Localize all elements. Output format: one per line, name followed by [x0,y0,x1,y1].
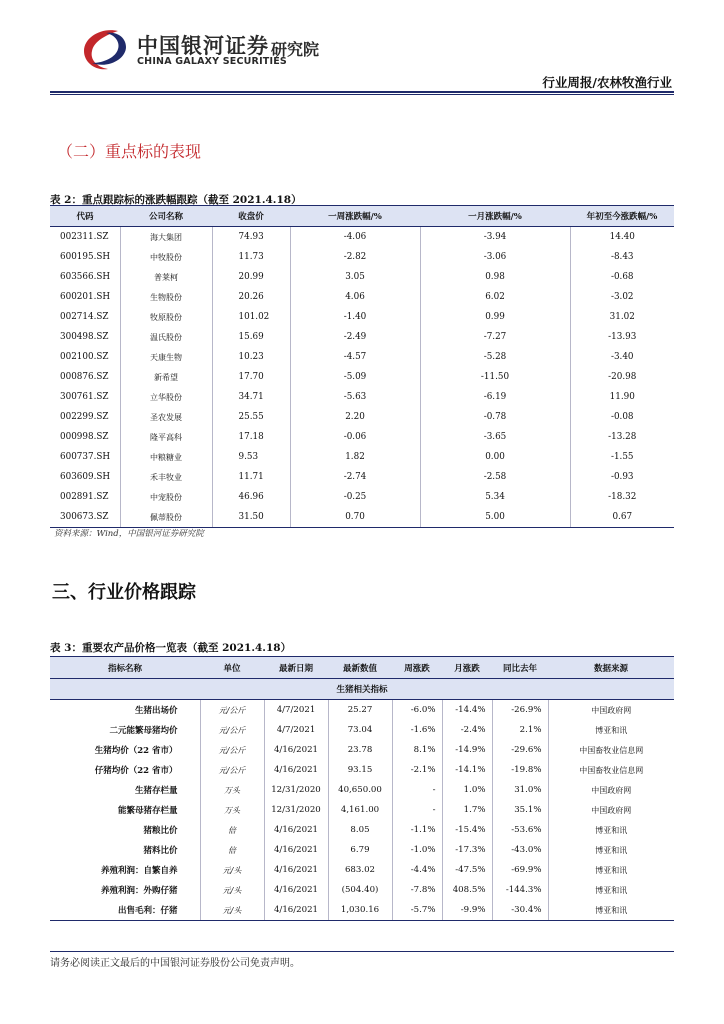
cell-month: 6.02 [420,287,570,307]
footer-divider [50,951,674,952]
cell-close: 17.18 [212,427,290,447]
cell-week: 1.82 [290,447,420,467]
cell-yoy: -30.4% [492,900,548,921]
header-divider [50,91,674,93]
cell-month-change: 408.5% [442,880,492,900]
group-row [50,679,674,700]
cell-week-change: -1.0% [392,840,442,860]
table-row [50,387,674,407]
table-row [50,287,674,307]
table-row [50,900,674,921]
cell-month-change: -17.3% [442,840,492,860]
cell-week: 2.20 [290,407,420,427]
cell-month: 0.00 [420,447,570,467]
cell-yoy: -53.6% [492,820,548,840]
cell-close: 11.73 [212,247,290,267]
cell-company: 天康生物 [120,347,212,367]
cell-month: -5.28 [420,347,570,367]
cell-unit: 元/头 [200,860,264,880]
cell-value: 683.02 [328,860,392,880]
cell-date: 4/16/2021 [264,900,328,921]
cell-code: 002714.SZ [50,307,120,327]
cell-ytd: -3.40 [610,352,634,362]
cell-code: 002100.SZ [50,347,120,367]
group-label: 生猪相关指标 [50,679,674,700]
table-row [50,820,674,840]
cell-ytd: -8.43 [610,252,634,262]
cell-value: 6.79 [328,840,392,860]
cell-month: 0.98 [420,267,570,287]
cell-week: -2.74 [290,467,420,487]
cell-ytd: 14.40 [609,232,635,242]
cell-week-change: -5.7% [392,900,442,921]
cell-month-change: -14.4% [442,700,492,721]
table-header-row [50,657,674,679]
cell-week-change: - [392,800,442,820]
cell-month-change: -15.4% [442,820,492,840]
cell-source: 博亚和讯 [548,900,674,921]
cell-week: -4.57 [290,347,420,367]
cell-value: 1,030.16 [328,900,392,921]
cell-source: 博亚和讯 [595,845,628,855]
cell-company: 中粮糖业 [120,447,212,467]
header-divider-thin [50,94,674,95]
cell-value: 40,650.00 [328,780,392,800]
cell-close: 11.71 [212,467,290,487]
table-row [50,760,674,780]
cell-date: 4/7/2021 [264,720,328,740]
cell-company: 圣农发展 [120,407,212,427]
cell-unit: 元/公斤 [200,700,264,721]
cell-source: 中国政府网 [591,705,632,715]
cell-code: 000998.SZ [50,427,120,447]
cell-month-change: 1.7% [442,800,492,820]
cell-ytd: 0.67 [570,507,674,528]
table-row [50,740,674,760]
cell-yoy: -19.8% [492,760,548,780]
cell-month: 0.99 [420,307,570,327]
cell-month: -3.06 [420,247,570,267]
cell-unit: 元/公斤 [200,720,264,740]
table2-caption: 表 2：重点跟踪标的涨跌幅跟踪（截至 2021.4.18） [50,194,302,206]
cell-month: 5.00 [420,507,570,528]
cell-month: 5.34 [420,487,570,507]
cell-date: 12/31/2020 [264,800,328,820]
cell-week: -2.82 [290,247,420,267]
cell-unit: 元/公斤 [200,740,264,760]
cell-company: 新希望 [120,367,212,387]
key-stocks-table [50,205,674,528]
cell-indicator: 养殖利润：自繁自养 [50,860,200,880]
footer-disclaimer: 请务必阅读正文最后的中国银河证券股份公司免责声明。 [50,958,300,969]
cell-indicator: 生猪均价（22 省市） [50,740,200,760]
cell-value: 8.05 [328,820,392,840]
cell-value: (504.40) [328,880,392,900]
cell-yoy: -26.9% [492,700,548,721]
cell-ytd: -1.55 [610,452,634,462]
cell-code: 300498.SZ [50,327,120,347]
cell-company: 普莱柯 [120,267,212,287]
cell-yoy: 2.1% [492,720,548,740]
table-row [50,487,674,507]
cell-week: 3.05 [290,267,420,287]
cell-week-change: -7.8% [392,880,442,900]
cell-ytd: -3.02 [610,292,634,302]
col-header-week: 一周涨跌幅/% [290,206,420,227]
price-table [50,656,674,921]
cell-value: 73.04 [328,720,392,740]
cell-month: -7.27 [420,327,570,347]
cell-code: 600737.SH [50,447,120,467]
cell-week-change: -1.1% [392,820,442,840]
cell-unit: 元/公斤 [200,760,264,780]
cell-month-change: 1.0% [442,780,492,800]
cell-source: 中国畜牧业信息网 [579,745,644,755]
cell-month: -3.94 [420,227,570,248]
cell-company: 牧原股份 [120,307,212,327]
table-row [50,880,674,900]
col-header-month-change: 月涨跌 [442,657,492,679]
cell-close: 20.99 [212,267,290,287]
cell-month: -11.50 [420,367,570,387]
table-row [50,447,674,467]
cell-date: 4/16/2021 [264,860,328,880]
cell-company: 中宠股份 [120,487,212,507]
cell-week-change: - [392,780,442,800]
cell-close: 31.50 [212,507,290,528]
cell-date: 4/16/2021 [264,760,328,780]
cell-value: 93.15 [328,760,392,780]
cell-unit: 倍 [200,840,264,860]
cell-week-change: -2.1% [392,760,442,780]
cell-close: 10.23 [212,347,290,367]
table-row [50,467,674,487]
cell-close: 17.70 [212,367,290,387]
cell-code: 002891.SZ [50,487,120,507]
cell-company: 海大集团 [120,227,212,248]
cell-indicator: 猪料比价 [50,840,200,860]
cell-code: 002299.SZ [50,407,120,427]
cell-date: 12/31/2020 [264,780,328,800]
cell-indicator: 生猪出场价 [50,700,200,721]
cell-yoy: -69.9% [492,860,548,880]
col-header-unit: 单位 [200,657,264,679]
cell-week: -4.06 [290,227,420,248]
cell-week: -5.09 [290,367,420,387]
cell-code: 603566.SH [50,267,120,287]
cell-ytd: -20.98 [608,372,637,382]
cell-value: 25.27 [328,700,392,721]
cell-company: 立华股份 [120,387,212,407]
cell-source: 博亚和讯 [595,825,628,835]
cell-code: 600201.SH [50,287,120,307]
cell-date: 4/16/2021 [264,880,328,900]
cell-yoy: -29.6% [492,740,548,760]
table-row [50,427,674,447]
cell-source: 博亚和讯 [595,865,628,875]
col-header-name: 公司名称 [120,206,212,227]
cell-code: 603609.SH [50,467,120,487]
cell-week-change: -4.4% [392,860,442,880]
col-header-close: 收盘价 [212,206,290,227]
cell-date: 4/16/2021 [264,740,328,760]
cell-code: 300761.SZ [50,387,120,407]
cell-month: -6.19 [420,387,570,407]
table-row [50,227,674,248]
cell-week-change: -6.0% [392,700,442,721]
col-header-month: 一月涨跌幅/% [420,206,570,227]
cell-week: -0.25 [290,487,420,507]
table-row [50,307,674,327]
cell-month-change: -9.9% [442,900,492,921]
cell-unit: 万头 [200,800,264,820]
col-header-indicator: 指标名称 [50,657,200,679]
cell-ytd: -13.28 [608,432,637,442]
cell-company: 佩蒂股份 [120,507,212,528]
section-heading-key-stocks: （二）重点标的表现 [57,142,202,161]
cell-indicator: 能繁母猪存栏量 [50,800,200,820]
cell-week: -0.06 [290,427,420,447]
brand-name-en: CHINA GALAXY SECURITIES [137,56,287,67]
table-row [50,247,674,267]
cell-ytd: 31.02 [609,312,635,322]
cell-week: -1.40 [290,307,420,327]
cell-indicator: 出售毛利：仔猪 [50,900,200,921]
cell-close: 20.26 [212,287,290,307]
cell-code: 300673.SZ [50,507,120,528]
cell-month: -2.58 [420,467,570,487]
cell-week: 4.06 [290,287,420,307]
cell-indicator: 二元能繁母猪均价 [50,720,200,740]
table-row [50,800,674,820]
cell-company: 禾丰牧业 [120,467,212,487]
cell-code: 002311.SZ [50,227,120,248]
cell-company: 中牧股份 [120,247,212,267]
col-header-yoy: 同比去年 [492,657,548,679]
table3-caption: 表 3：重要农产品价格一览表（截至 2021.4.18） [50,642,292,654]
cell-indicator: 猪粮比价 [50,820,200,840]
brand-subtitle: 研究院 [271,40,320,59]
cell-yoy: -144.3% [492,880,548,900]
cell-source: 博亚和讯 [595,885,628,895]
cell-ytd: 11.90 [609,392,635,402]
col-header-ytd: 年初至今涨跌幅/% [570,206,674,227]
cell-close: 9.53 [212,447,290,467]
cell-yoy: 31.0% [492,780,548,800]
col-header-week-change: 周涨跌 [392,657,442,679]
cell-week: -5.63 [290,387,420,407]
brand-name-cn: 中国银河证券 [137,34,269,58]
cell-date: 4/7/2021 [264,700,328,721]
table-row [50,720,674,740]
galaxy-logo-icon [78,25,132,73]
table-row [50,327,674,347]
cell-indicator: 仔猪均价（22 省市） [50,760,200,780]
cell-source: 博亚和讯 [595,725,628,735]
cell-close: 46.96 [212,487,290,507]
cell-ytd: -0.08 [610,412,634,422]
cell-close: 101.02 [212,307,290,327]
cell-close: 34.71 [212,387,290,407]
cell-date: 4/16/2021 [264,820,328,840]
cell-unit: 元/头 [200,900,264,921]
table-row [50,367,674,387]
cell-ytd: -0.68 [610,272,634,282]
table-row [50,780,674,800]
table-row [50,347,674,367]
cell-yoy: -43.0% [492,840,548,860]
cell-company: 温氏股份 [120,327,212,347]
col-header-code: 代码 [50,206,120,227]
section-heading-price-tracking: 三、行业价格跟踪 [52,582,196,603]
cell-unit: 万头 [200,780,264,800]
cell-month-change: -14.1% [442,760,492,780]
col-header-value: 最新数值 [328,657,392,679]
table-row [50,267,674,287]
cell-close: 74.93 [212,227,290,248]
cell-source: 中国畜牧业信息网 [579,765,644,775]
table-row [50,507,674,528]
table-header-row [50,206,674,227]
cell-month: -3.65 [420,427,570,447]
table-row [50,700,674,721]
table-row [50,840,674,860]
cell-month-change: -14.9% [442,740,492,760]
cell-value: 23.78 [328,740,392,760]
cell-source: 中国政府网 [591,785,632,795]
cell-close: 15.69 [212,327,290,347]
cell-close: 25.55 [212,407,290,427]
cell-company: 隆平高科 [120,427,212,447]
cell-value: 4,161.00 [328,800,392,820]
table-row [50,860,674,880]
col-header-date: 最新日期 [264,657,328,679]
table-row [50,407,674,427]
report-type: 行业周报/农林牧渔行业 [542,75,672,90]
table2-source: 资料来源：Wind，中国银河证券研究院 [54,529,204,539]
cell-week: -2.49 [290,327,420,347]
cell-week-change: 8.1% [392,740,442,760]
cell-week: 0.70 [290,507,420,528]
cell-month: -0.78 [420,407,570,427]
cell-month-change: -2.4% [442,720,492,740]
cell-unit: 元/头 [200,880,264,900]
cell-indicator: 养殖利润：外购仔猪 [50,880,200,900]
cell-yoy: 35.1% [492,800,548,820]
cell-company: 生物股份 [120,287,212,307]
cell-date: 4/16/2021 [264,840,328,860]
col-header-source: 数据来源 [548,657,674,679]
cell-source: 中国政府网 [591,805,632,815]
cell-month-change: -47.5% [442,860,492,880]
cell-code: 600195.SH [50,247,120,267]
cell-ytd: -0.93 [610,472,634,482]
cell-unit: 倍 [200,820,264,840]
cell-week-change: -1.6% [392,720,442,740]
cell-code: 000876.SZ [50,367,120,387]
cell-indicator: 生猪存栏量 [50,780,200,800]
cell-ytd: -13.93 [608,332,637,342]
cell-ytd: -18.32 [608,492,637,502]
